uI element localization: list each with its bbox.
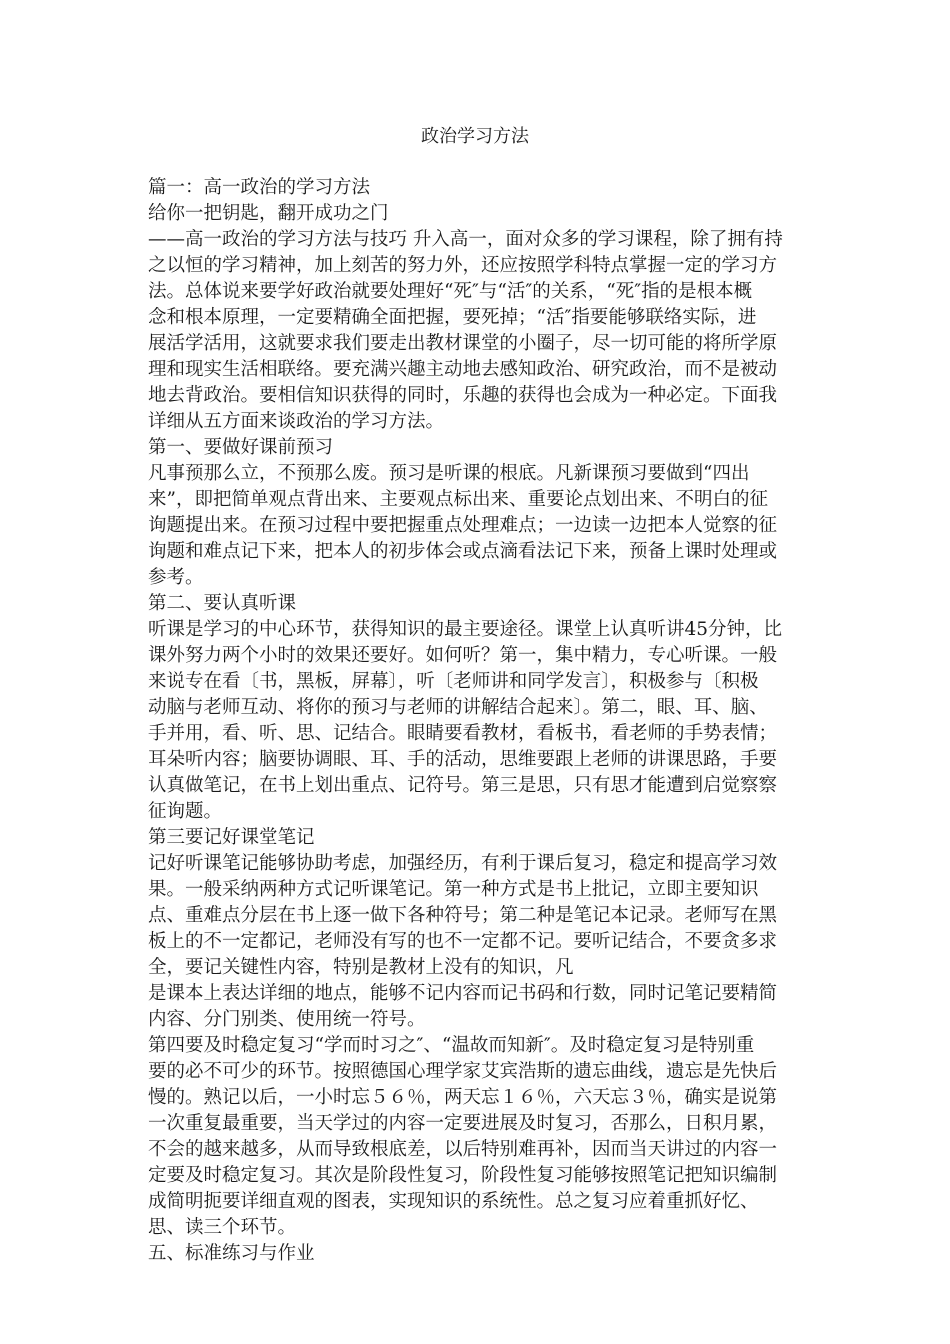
body-line: 思、读三个环节。 <box>148 1217 297 1238</box>
body-line: 全，要记关键性内容，特别是教材上没有的知识，凡 <box>148 957 574 978</box>
body-line: 念和根本原理，一定要精确全面把握，要死掉；“活″指要能够联络实际，进 <box>148 307 757 328</box>
body-line: 地去背政治。要相信知识获得的同时，乐趣的获得也会成为一种必定。下面我 <box>148 385 778 406</box>
body-line: 认真做笔记，在书上划出重点、记符号。第三是思，只有思才能遭到启觉察察 <box>148 775 778 796</box>
section-heading: 第一、要做好课前预习 <box>148 437 334 458</box>
body-line: 点、重难点分层在书上逐一做下各种符号；第二种是笔记本记录。老师写在黑 <box>148 905 778 926</box>
body-line: 征询题。 <box>148 801 223 822</box>
body-line: 内容、分门别类、使用统一符号。 <box>148 1009 426 1030</box>
body-line: 定要及时稳定复习。其次是阶段性复习，阶段性复习能够按照笔记把知识编制 <box>148 1165 778 1186</box>
body-line: 理和现实生活相联络。要充满兴趣主动地去感知政治、研究政治，而不是被动 <box>148 359 778 380</box>
body-line: 第四要及时稳定复习“学而时习之″、“温故而知新″。及时稳定复习是特别重 <box>148 1035 755 1056</box>
document-title: 政治学习方法 <box>421 126 529 147</box>
body-line: 记好听课笔记能够协助考虑，加强经历，有利于课后复习，稳定和提高学习效 <box>148 853 778 874</box>
body-line: 详细从五方面来谈政治的学习方法。 <box>148 411 445 432</box>
body-line: 不会的越来越多，从而导致根底差，以后特别难再补，因而当天讲过的内容一 <box>148 1139 778 1160</box>
body-line: 成简明扼要详细直观的图表，实现知识的系统性。总之复习应着重抓好忆、 <box>148 1191 759 1212</box>
section-heading: 第二、要认真听课 <box>148 593 297 614</box>
subtitle-line: 给你一把钥匙，翻开成功之门 <box>148 203 389 224</box>
body-line: 来说专在看〔书，黑板，屏幕〕，听〔老师讲和同学发言〕，积极参与〔积极 <box>148 671 759 692</box>
body-line: 听课是学习的中心环节，获得知识的最主要途径。课堂上认真听讲45分钟，比 <box>148 619 783 640</box>
body-line: 展活学活用，这就要求我们要走出教材课堂的小圈子，尽一切可能的将所学原 <box>148 333 778 354</box>
body-line: 果。一般采纳两种方式记听课笔记。第一种方式是书上批记，立即主要知识 <box>148 879 759 900</box>
body-line: 课外努力两个小时的效果还要好。如何听？第一，集中精力，专心听课。一般 <box>148 645 778 666</box>
body-line: 耳朵听内容；脑要协调眼、耳、手的活动，思维要跟上老师的讲课思路，手要 <box>148 749 778 770</box>
body-line: 参考。 <box>148 567 204 588</box>
body-line: 是课本上表达详细的地点，能够不记内容而记书码和行数，同时记笔记要精简 <box>148 983 778 1004</box>
body-line: 来”，即把简单观点背出来、主要观点标出来、重要论点划出来、不明白的征 <box>148 489 768 510</box>
body-line: 一次重复最重要，当天学过的内容一定要进展及时复习，否那么，日积月累， <box>148 1113 778 1134</box>
body-line: 要的必不可少的环节。按照德国心理学家艾宾浩斯的遗忘曲线，遗忘是先快后 <box>148 1061 778 1082</box>
body-line: 询题和难点记下来，把本人的初步体会或点滴看法记下来，预备上课时处理或 <box>148 541 778 562</box>
body-line: 板上的不一定都记，老师没有写的也不一定都不记。要听记结合，不要贪多求 <box>148 931 778 952</box>
body-line: 手并用，看、听、思、记结合。眼睛要看教材，看板书，看老师的手势表情； <box>148 723 778 744</box>
body-line: 慢的。熟记以后，一小时忘５６％，两天忘１６％，六天忘３％，确实是说第 <box>148 1087 778 1108</box>
body-line: 凡事预那么立，不预那么废。预习是听课的根底。凡新课预习要做到“四出 <box>148 463 750 484</box>
body-line: 之以恒的学习精神，加上刻苦的努力外，还应按照学科特点掌握一定的学习方 <box>148 255 778 276</box>
body-line: 法。总体说来要学好政治就要处理好“死″与“活″的关系，“死″指的是根本概 <box>148 281 753 302</box>
body-line: 询题提出来。在预习过程中要把握重点处理难点；一边读一边把本人觉察的征 <box>148 515 778 536</box>
body-line: 动脑与老师互动、将你的预习与老师的讲解结合起来〕。第二，眼、耳、脑、 <box>148 697 768 718</box>
body-line: ——高一政治的学习方法与技巧 升入高一，面对众多的学习课程，除了拥有持 <box>148 229 783 250</box>
section-heading: 篇一：高一政治的学习方法 <box>148 177 371 198</box>
section-heading: 五、标准练习与作业 <box>148 1243 315 1264</box>
section-heading: 第三要记好课堂笔记 <box>148 827 315 848</box>
